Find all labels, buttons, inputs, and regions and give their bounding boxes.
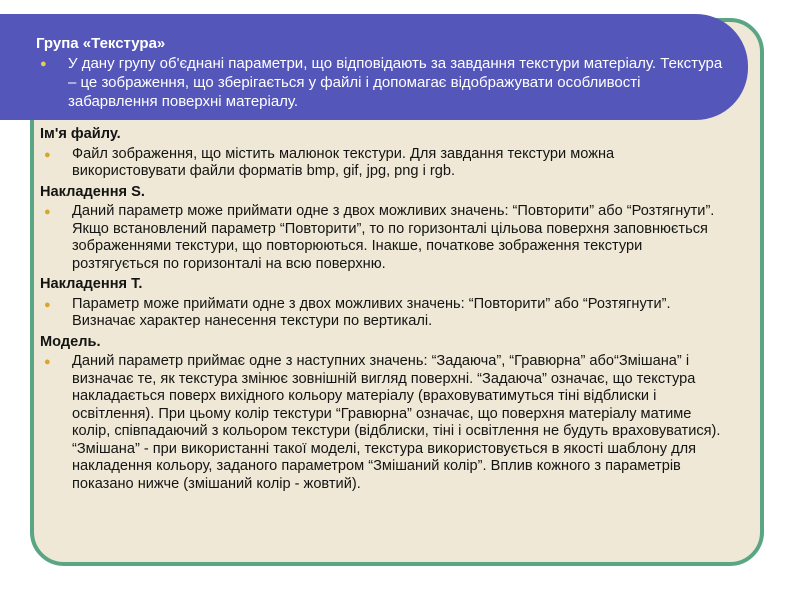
section-heading: Модель. bbox=[40, 333, 101, 350]
section-bullet-row bbox=[40, 203, 730, 273]
section-heading: Накладення S. bbox=[40, 183, 145, 200]
section-heading: Накладення T. bbox=[40, 276, 143, 292]
bullet-icon: ● bbox=[44, 206, 51, 218]
bullet-icon: ● bbox=[44, 148, 51, 161]
section-heading: Ім'я файлу. bbox=[40, 126, 121, 142]
header-text: У дану групу об'єднані параметри, що відповідають за завдання текстури матеріалу. Текстура – це зображення, що зберігається у файлі і допомагає відображувати особливості забарвлення поверхні матеріалу. bbox=[68, 55, 723, 110]
header-content bbox=[36, 34, 726, 111]
header-bullet-row bbox=[36, 54, 726, 111]
section-wrap-s bbox=[40, 184, 730, 274]
header-title: Група «Текстура» bbox=[36, 35, 166, 52]
section-text: Даний параметр приймає одне з наступних значень: “Задаюча”, “Гравюрна” або“Змішана” і визначає те, як текстура змінює зовнішній вигляд поверхні. “Задаюча” означає, що текстура накладається поверх вихідного кольору матеріалу (враховуватимуться тіні відблиски і освітлення). При цьому колір текстури “Гравюрна” означає, що поверхня матеріалу матиме колір, співпадаючий з кольором текстури (відблиски, тіні і освітлення не будуть враховуватися). “Змішана” - при використанні такої моделі, текстура використовується в якості шаблону для накладення кольору, заданого параметром “Змішаний колір”. Вплив кожного з параметрів показано нижче (змішаний колір - жовтий). bbox=[72, 353, 721, 492]
section-text: Файл зображення, що містить малюнок текстури. Для завдання текстури можна використовувати файли форматів bmp, gif, jpg, png і rgb. bbox=[72, 145, 615, 179]
bullet-icon: ● bbox=[44, 356, 51, 368]
section-text: Параметр може приймати одне з двох можливих значень: “Повторити” або “Розтягнути”. Визначає характер нанесення текстури по вертикалі. bbox=[72, 295, 671, 329]
section-filename bbox=[40, 126, 730, 181]
header-band bbox=[0, 14, 748, 120]
content bbox=[40, 124, 730, 496]
section-text: Даний параметр може приймати одне з двох можливих значень: “Повторити” або “Розтягнути”. Якщо встановлений параметр “Повторити”, то по горизонталі цільова поверхня заповнюється зображеннями текстури, що повторюються. Інакше, початкове зображення текстури розтягується по горизонталі на всю поверхню. bbox=[72, 203, 715, 272]
section-bullet-row bbox=[40, 353, 730, 493]
bullet-icon: ● bbox=[44, 298, 51, 311]
section-model bbox=[40, 334, 730, 494]
section-bullet-row bbox=[40, 146, 730, 181]
section-wrap-t bbox=[40, 276, 730, 331]
section-bullet-row bbox=[40, 296, 730, 331]
bullet-icon: ● bbox=[40, 58, 47, 70]
